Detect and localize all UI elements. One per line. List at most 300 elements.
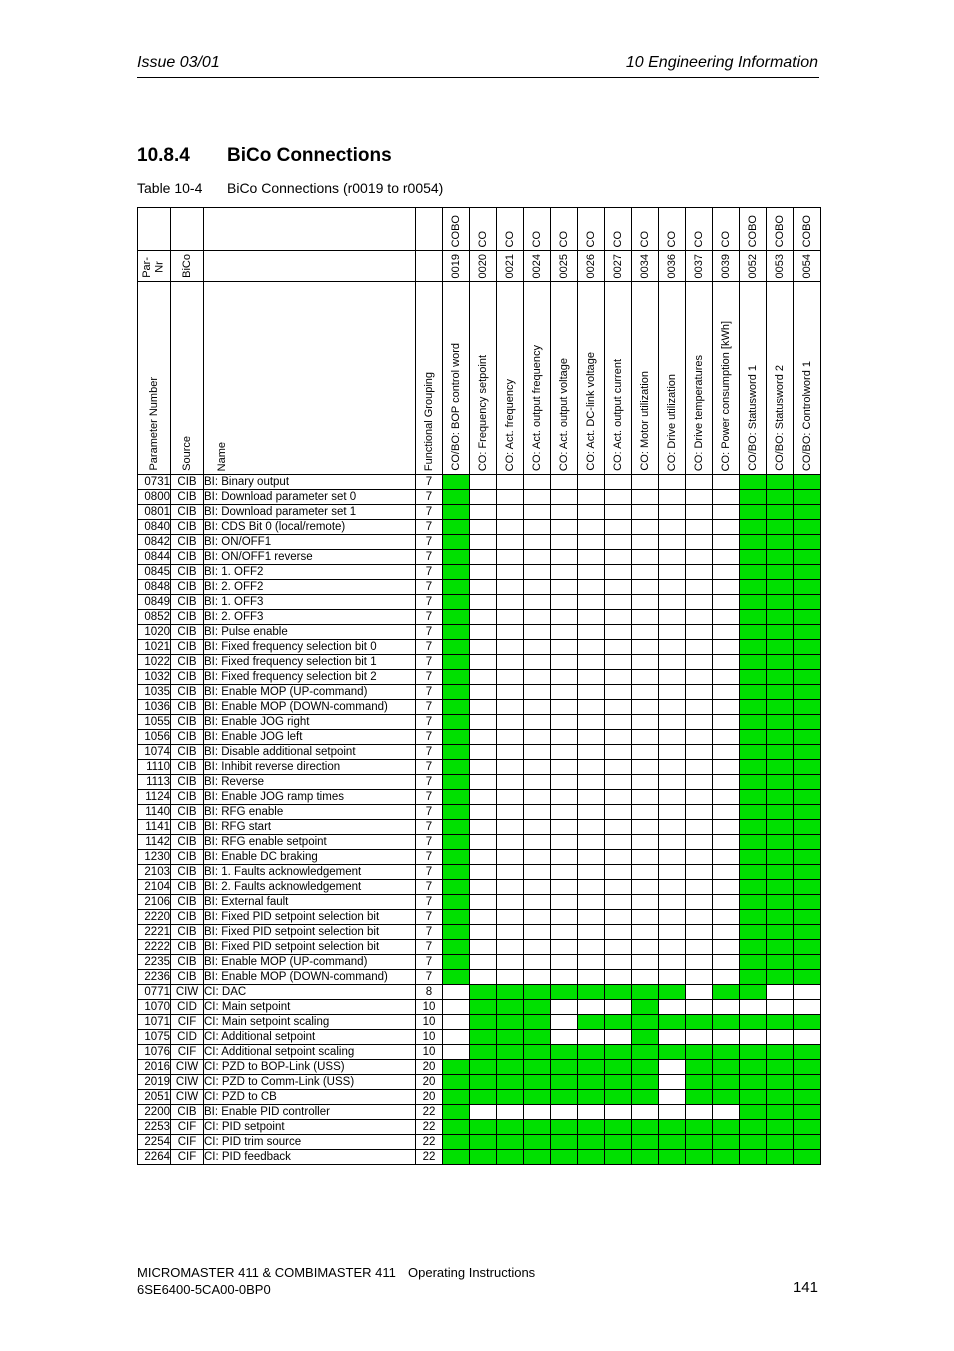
connection-cell-active [713,1120,740,1135]
connection-cell-active [443,670,470,685]
parameter-number-cell: 1056 [138,730,171,745]
connection-cell-empty [713,820,740,835]
connection-cell-empty [713,955,740,970]
connection-cell-empty [470,490,497,505]
connection-cell-empty [659,865,686,880]
functional-group-cell: 20 [416,1060,443,1075]
connection-cell-active [659,1135,686,1150]
name-cell: BI: RFG enable [204,805,416,820]
connection-cell-active [443,1120,470,1135]
functional-group-cell: 7 [416,820,443,835]
source-cell: CIB [171,940,204,955]
connection-cell-active [632,1150,659,1165]
connection-cell-active [767,700,794,715]
connection-cell-empty [578,610,605,625]
connection-cell-active [740,625,767,640]
connection-cell-empty [686,730,713,745]
connection-cell-empty [686,595,713,610]
connection-cell-active [767,610,794,625]
functional-group-cell: 10 [416,1015,443,1030]
connection-cell-empty [686,505,713,520]
connection-cell-empty [659,955,686,970]
connection-cell-empty [497,880,524,895]
connection-cell-active [443,865,470,880]
connection-cell-active [767,505,794,520]
table-row [138,475,821,490]
parameter-number-cell: 1035 [138,685,171,700]
table-row [138,940,821,955]
connection-cell-active [497,1000,524,1015]
connection-cell-empty [470,670,497,685]
connection-cell-active [794,910,821,925]
connection-cell-empty [659,550,686,565]
connection-cell-empty [794,1000,821,1015]
source-cell: CIB [171,610,204,625]
connection-cell-active [551,1120,578,1135]
connection-cell-empty [578,1105,605,1120]
parameter-number-cell: 2220 [138,910,171,925]
header-blank [138,208,171,251]
connection-cell-empty [551,1030,578,1045]
connection-cell-empty [767,985,794,1000]
connection-cell-empty [470,1105,497,1120]
connection-cell-active [767,1090,794,1105]
connection-cell-active [470,1075,497,1090]
connection-cell-active [659,985,686,1000]
connection-cell-empty [524,925,551,940]
connection-cell-empty [659,805,686,820]
connection-cell-empty [551,835,578,850]
connection-cell-active [740,700,767,715]
connection-cell-active [794,1120,821,1135]
connection-cell-empty [632,790,659,805]
connection-cell-empty [443,1015,470,1030]
connection-cell-active [443,940,470,955]
connection-cell-empty [659,715,686,730]
connection-cell-empty [578,850,605,865]
connection-cell-empty [578,865,605,880]
connection-cell-empty [497,550,524,565]
connection-cell-empty [686,760,713,775]
connection-cell-empty [470,685,497,700]
functional-group-cell: 7 [416,610,443,625]
connection-cell-empty [659,1000,686,1015]
connection-cell-active [605,1075,632,1090]
connection-cell-empty [605,565,632,580]
connection-cell-empty [686,775,713,790]
parameter-number-cell: 0845 [138,565,171,580]
parameter-number-cell: 2019 [138,1075,171,1090]
connection-cell-empty [713,775,740,790]
connection-cell-empty [470,700,497,715]
connection-cell-empty [470,715,497,730]
connection-cell-empty [497,940,524,955]
name-cell: CI: Main setpoint [204,1000,416,1015]
connection-cell-active [740,775,767,790]
source-cell: CIW [171,985,204,1000]
connection-cell-active [443,490,470,505]
connection-cell-active [767,1105,794,1120]
connection-cell-active [443,790,470,805]
connection-cell-empty [659,1075,686,1090]
parameter-number-cell: 2221 [138,925,171,940]
table-row [138,550,821,565]
connection-cell-empty [578,670,605,685]
connection-cell-empty [686,550,713,565]
source-cell: CIB [171,820,204,835]
connection-cell-active [713,1015,740,1030]
functional-group-cell: 7 [416,715,443,730]
connection-cell-empty [605,640,632,655]
connection-cell-empty [605,595,632,610]
table-caption-title: BiCo Connections (r0019 to r0054) [227,180,444,196]
functional-group-cell: 7 [416,685,443,700]
parameter-number-cell: 1075 [138,1030,171,1045]
col-parameter-label: 0021 [497,251,524,282]
connection-cell-empty [497,655,524,670]
connection-cell-empty [524,715,551,730]
connection-cell-empty [632,550,659,565]
connection-cell-empty [497,910,524,925]
parameter-number-cell: 1110 [138,760,171,775]
name-cell: CI: PZD to BOP-Link (USS) [204,1060,416,1075]
source-cell: CIB [171,730,204,745]
connection-cell-empty [524,550,551,565]
connection-cell-empty [470,835,497,850]
header-bico: BiCo [171,251,204,282]
connection-cell-active [443,1075,470,1090]
connection-cell-active [794,805,821,820]
connection-cell-empty [470,610,497,625]
connection-cell-active [443,730,470,745]
connection-cell-active [443,760,470,775]
name-cell: BI: 2. Faults acknowledgement [204,880,416,895]
connection-cell-active [497,1075,524,1090]
connection-cell-active [740,1090,767,1105]
connection-cell-empty [524,730,551,745]
connection-cell-active [686,1045,713,1060]
connection-cell-active [794,970,821,985]
footer-doc-type: Operating Instructions [408,1265,536,1280]
connection-cell-empty [686,670,713,685]
connection-cell-empty [659,730,686,745]
header-row-parameter [138,251,821,282]
connection-cell-active [794,475,821,490]
source-cell: CIB [171,895,204,910]
connection-cell-empty [524,895,551,910]
connection-cell-empty [659,745,686,760]
connection-cell-empty [578,910,605,925]
connection-cell-empty [605,670,632,685]
connection-cell-empty [578,745,605,760]
table-row [138,1120,821,1135]
connection-cell-empty [713,625,740,640]
connection-cell-active [470,1060,497,1075]
name-cell: BI: RFG enable setpoint [204,835,416,850]
connection-cell-empty [551,685,578,700]
connection-cell-active [740,640,767,655]
connection-cell-active [740,745,767,760]
connection-cell-active [767,955,794,970]
connection-cell-empty [713,940,740,955]
connection-cell-empty [551,775,578,790]
col-type-label: CO [686,208,713,251]
connection-cell-active [497,1015,524,1030]
parameter-number-cell: 0840 [138,520,171,535]
connection-cell-empty [605,505,632,520]
functional-group-cell: 7 [416,805,443,820]
connection-cell-empty [632,730,659,745]
connection-cell-empty [632,490,659,505]
connection-cell-empty [659,895,686,910]
connection-cell-active [740,880,767,895]
header-blank [416,251,443,282]
col-parameter-label: 0039 [713,251,740,282]
connection-cell-empty [470,550,497,565]
parameter-number-cell: 2254 [138,1135,171,1150]
connection-cell-active [497,1150,524,1165]
source-cell: CIB [171,580,204,595]
col-name-label: CO/BO: Controlword 1 [794,282,821,475]
functional-group-cell: 7 [416,520,443,535]
table-row [138,1015,821,1030]
parameter-number-cell: 2104 [138,880,171,895]
functional-group-cell: 22 [416,1105,443,1120]
connection-cell-empty [632,775,659,790]
connection-cell-empty [605,730,632,745]
connection-cell-empty [551,670,578,685]
connection-cell-active [767,940,794,955]
connection-cell-empty [578,730,605,745]
functional-group-cell: 7 [416,625,443,640]
connection-cell-empty [686,610,713,625]
connection-cell-active [632,1060,659,1075]
connection-cell-empty [524,1105,551,1120]
functional-group-cell: 7 [416,895,443,910]
connection-cell-active [767,1060,794,1075]
col-name-label: CO/BO: BOP control word [443,282,470,475]
name-cell: BI: 2. OFF3 [204,610,416,625]
functional-group-cell: 7 [416,655,443,670]
connection-cell-empty [470,760,497,775]
connection-cell-empty [605,865,632,880]
connection-cell-empty [686,970,713,985]
connection-cell-empty [713,760,740,775]
connection-cell-empty [713,805,740,820]
connection-cell-empty [443,1030,470,1045]
connection-cell-active [794,595,821,610]
connection-cell-active [740,925,767,940]
connection-cell-empty [470,475,497,490]
table-row [138,850,821,865]
connection-cell-empty [632,880,659,895]
connection-cell-empty [551,1105,578,1120]
header-chapter: 10 Engineering Information [625,54,818,71]
connection-cell-active [443,835,470,850]
connection-cell-empty [578,505,605,520]
connection-cell-empty [659,595,686,610]
connection-cell-empty [686,640,713,655]
connection-cell-active [443,745,470,760]
connection-cell-empty [578,895,605,910]
connection-cell-active [524,1075,551,1090]
connection-cell-active [794,1135,821,1150]
connection-cell-active [443,970,470,985]
source-cell: CIB [171,955,204,970]
col-type-label: COBO [794,208,821,251]
source-cell: CIB [171,970,204,985]
connection-cell-active [794,820,821,835]
footer-order-code: 6SE6400-5CA00-0BP0 [137,1282,271,1297]
name-cell: BI: RFG start [204,820,416,835]
connection-cell-empty [713,1000,740,1015]
connection-cell-empty [551,520,578,535]
connection-cell-active [686,1090,713,1105]
source-cell: CID [171,1030,204,1045]
connection-cell-active [524,1135,551,1150]
connection-cell-empty [605,520,632,535]
connection-cell-active [578,1045,605,1060]
connection-cell-empty [632,970,659,985]
connection-cell-empty [551,535,578,550]
connection-cell-empty [605,940,632,955]
connection-cell-active [794,520,821,535]
connection-cell-active [551,1075,578,1090]
functional-group-cell: 20 [416,1090,443,1105]
parameter-number-cell: 1032 [138,670,171,685]
connection-cell-active [524,1045,551,1060]
connection-cell-active [767,925,794,940]
connection-cell-active [767,865,794,880]
connection-cell-active [794,1045,821,1060]
connection-cell-active [443,775,470,790]
connection-cell-empty [713,700,740,715]
connection-cell-empty [632,640,659,655]
connection-cell-empty [497,610,524,625]
connection-cell-active [794,715,821,730]
connection-cell-active [443,1090,470,1105]
connection-cell-active [443,910,470,925]
table-row [138,895,821,910]
connection-cell-active [767,1150,794,1165]
functional-group-cell: 7 [416,925,443,940]
connection-cell-empty [605,820,632,835]
header-row-names [138,282,821,475]
connection-cell-empty [632,685,659,700]
connection-cell-active [740,910,767,925]
table-row [138,640,821,655]
connection-cell-active [524,1060,551,1075]
connection-cell-active [578,985,605,1000]
connection-cell-empty [497,640,524,655]
col-parameter-label: 0053 [767,251,794,282]
connection-cell-active [497,1120,524,1135]
connection-cell-empty [497,490,524,505]
connection-cell-active [767,715,794,730]
connection-cell-empty [470,940,497,955]
source-cell: CIB [171,490,204,505]
connection-cell-empty [713,490,740,505]
header-issue: Issue 03/01 [137,54,220,71]
connection-cell-active [740,1045,767,1060]
connection-cell-active [794,1150,821,1165]
functional-group-cell: 7 [416,490,443,505]
name-cell: BI: Enable MOP (UP-command) [204,955,416,970]
name-cell: BI: Download parameter set 0 [204,490,416,505]
header-functional-grouping: Functional Grouping [416,282,443,475]
connection-cell-empty [713,535,740,550]
connection-cell-empty [524,520,551,535]
connection-cell-empty [659,940,686,955]
connection-cell-empty [605,625,632,640]
connection-cell-empty [470,535,497,550]
table-row [138,685,821,700]
source-cell: CIB [171,910,204,925]
connection-cell-active [443,610,470,625]
connection-cell-empty [470,745,497,760]
footer-product: MICROMASTER 411 & COMBIMASTER 411 [137,1265,396,1280]
connection-cell-empty [524,805,551,820]
connection-cell-empty [605,955,632,970]
connection-cell-empty [470,955,497,970]
name-cell: CI: DAC [204,985,416,1000]
name-cell: CI: PID setpoint [204,1120,416,1135]
parameter-number-cell: 1140 [138,805,171,820]
connection-cell-empty [659,490,686,505]
connection-cell-empty [605,685,632,700]
source-cell: CIB [171,790,204,805]
connection-cell-empty [713,790,740,805]
functional-group-cell: 7 [416,535,443,550]
connection-cell-empty [551,580,578,595]
source-cell: CIF [171,1150,204,1165]
connection-cell-empty [578,715,605,730]
connection-cell-empty [497,580,524,595]
name-cell: BI: Disable additional setpoint [204,745,416,760]
section-number: 10.8.4 [137,145,190,166]
connection-cell-active [794,655,821,670]
connection-cell-active [605,1120,632,1135]
name-cell: BI: ON/OFF1 [204,535,416,550]
connection-cell-empty [686,850,713,865]
connection-cell-empty [632,625,659,640]
connection-cell-empty [605,655,632,670]
functional-group-cell: 7 [416,670,443,685]
table-row [138,835,821,850]
parameter-number-cell: 0801 [138,505,171,520]
connection-cell-active [740,790,767,805]
connection-cell-empty [686,580,713,595]
connection-cell-empty [605,760,632,775]
connection-cell-active [632,1135,659,1150]
connection-cell-empty [632,820,659,835]
connection-cell-empty [470,580,497,595]
connection-cell-empty [659,565,686,580]
connection-cell-empty [524,475,551,490]
connection-cell-active [578,1090,605,1105]
connection-cell-empty [659,655,686,670]
functional-group-cell: 7 [416,640,443,655]
table-row [138,745,821,760]
connection-cell-active [767,910,794,925]
table-row [138,565,821,580]
parameter-number-cell: 2200 [138,1105,171,1120]
connection-cell-empty [524,685,551,700]
connection-cell-active [659,1045,686,1060]
col-parameter-label: 0034 [632,251,659,282]
table-row [138,505,821,520]
connection-cell-empty [659,1105,686,1120]
